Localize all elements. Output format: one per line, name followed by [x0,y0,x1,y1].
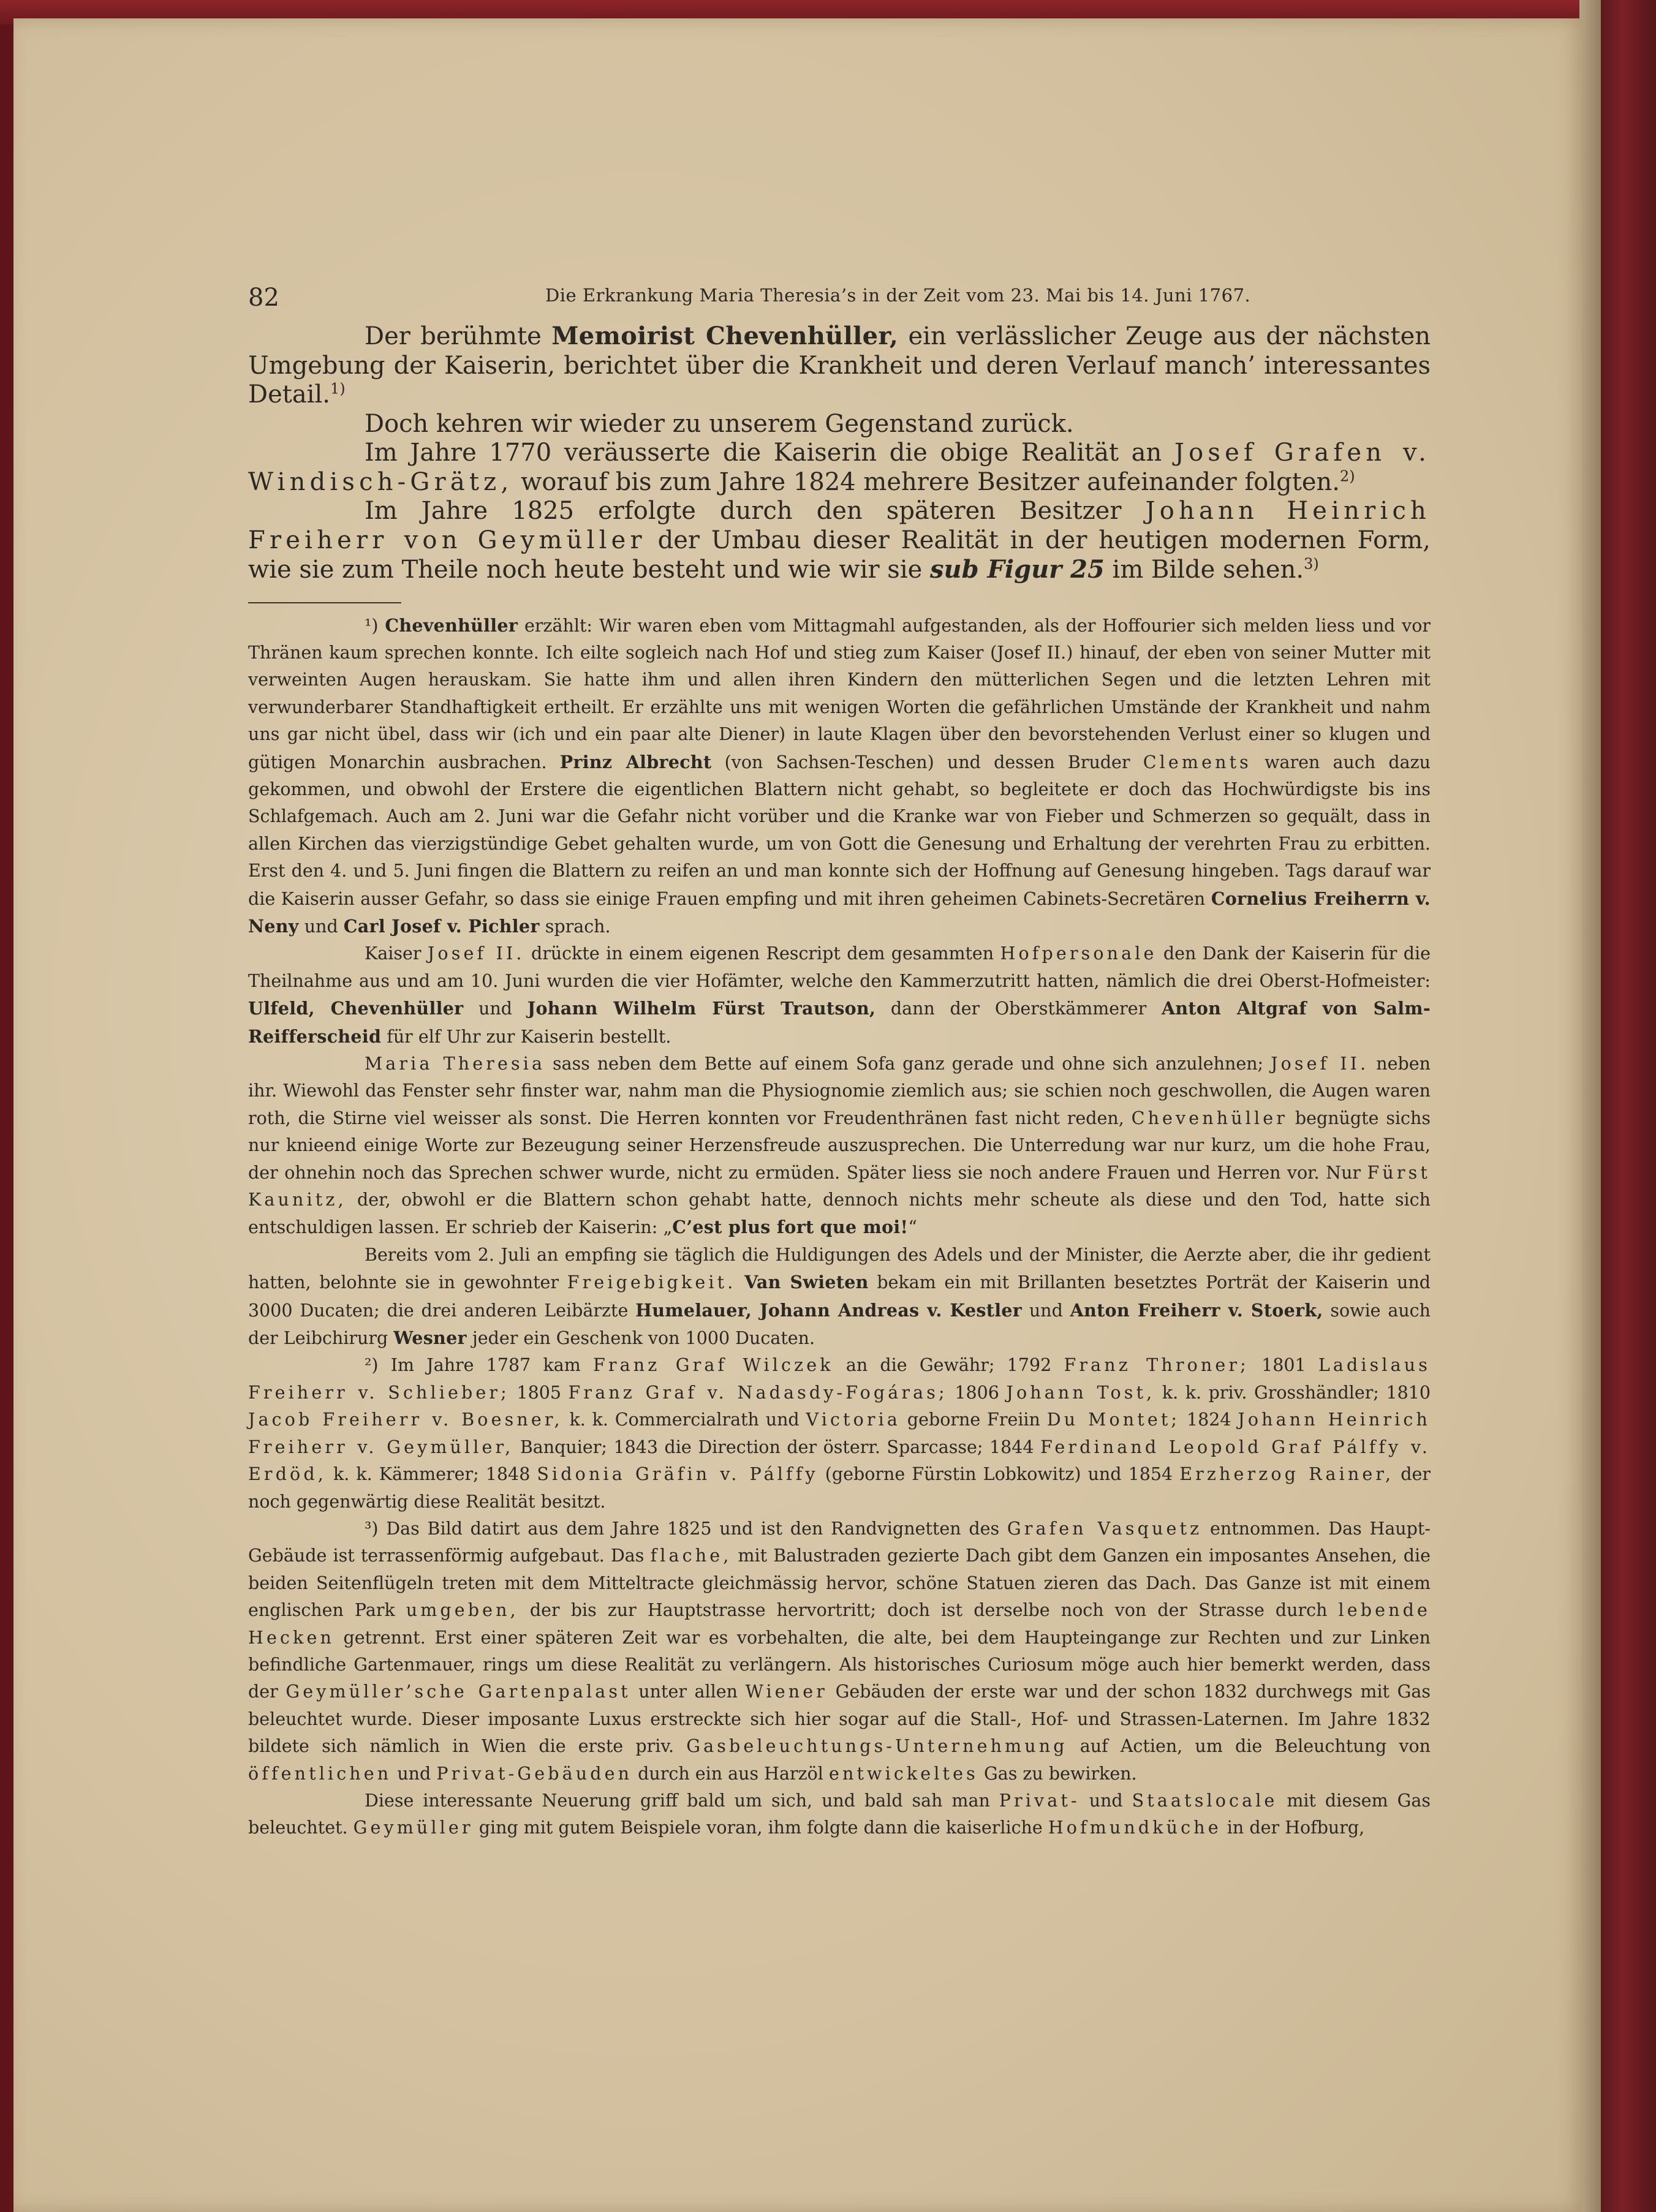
footnote-1: ¹) Chevenhüller erzählt: Wir waren eben vom Mittagmahl aufgestanden, als der Hoffourier sich melden liess und vor Thränen kaum sprechen konnte. Ich eilte sogleich nach Hof und stieg zum Kaiser (Josef II.) hinauf, der eben von seiner Mutter mit verweinten Augen herauskam. Sie hatte ihm und allen ihren Kindern den mütterlichen Segen und die letzten Lehren mit verwunderbarer Standhaftigkeit ertheilt. Er erzählte uns mit wenigen Worten die gefährlichen Umstände der Krankheit und nahm uns gar nicht übel, dass wir (ich und ein paar alte Diener) in laute Klagen über den bevorstehenden Verlust einer so klugen und gütigen Monarchin ausbrachen. Prinz Albrecht (von Sachsen-Teschen) und dessen Bruder Clements waren auch dazu gekommen, und obwohl der Erstere die eigentlichen Blattern nicht gehabt, so begleitete er doch das Hochwürdigste bis ins Schlafgemach. Auch am 2. Juni war die Gefahr nicht vorüber und die Kranke war von Fieber und Schmerzen so gequält, dass in allen Kirchen das vierzigstündige Gebet gehalten wurde, um von Gott die Genesung und Erhaltung der verehrten Frau zu erbitten. Erst den 4. und 5. Juni fingen die Blattern zu reifen an und man konnte sich der Hoffnung auf Genesung hingeben. Tags darauf war die Kaiserin ausser Gefahr, so dass sie einige Frauen empfing und mit ihren geheimen Cabinets-Secretären Cornelius Freiherrn v. Neny und Carl Josef v. Pichler sprach. [248,614,1431,937]
paragraph-3: Im Jahre 1770 veräusserte die Kaiserin die obige Realität an Josef Grafen v. Windisch-Grätz, worauf bis zum Jahre 1824 mehrere Besitzer aufeinander folgten.$^{2)}$ [248,439,1431,496]
paragraph-2: Doch kehren wir wieder zu unserem Gegenstand zurück. [365,409,1074,438]
page-header [248,279,1431,322]
paragraph-1: Der berühmte Memoirist Chevenhüller, ein verlässlicher Zeuge aus der nächsten Umgebung der Kaiserin, berichtet über die Krankheit und deren Verlauf manch’ interessantes Detail.$^{1)}$ [248,322,1431,409]
footnote-1-continued-b: Maria Theresia sass neben dem Bette auf einem Sofa ganz gerade und ohne sich anzulehnen; Josef II. neben ihr. Wiewohl das Fenster sehr finster war, nahm man die Physiognomie ziemlich aus; sie schien noch geschwollen, die Augen waren roth, die Stirne viel weisser als sonst. Die Herren konnten vor Freudenthränen fast nicht reden, Chevenhüller begnügte sichs nur knieend einige Worte zur Bezeugung seiner Herzensfreude auszusprechen. Die Unterredung war nur kurz, um die hohe Frau, der ohnehin noch das Sprechen schwer wurde, nicht zu ermüden. Später liess sie noch andere Frauen und Herren vor. Nur Fürst Kaunitz, der, obwohl er die Blattern schon gehabt hatte, dennoch nichts mehr scheute als diese und den Tod, hatte sich entschuldigen lassen. Er schrieb der Kaiserin: „C’est plus fort que moi!“ [248,1054,1431,1238]
footnote-ref: 1) [330,380,346,398]
footnote-ref: 3) [1304,555,1319,573]
footnote-divider [248,602,401,603]
footnotes [248,612,1431,1842]
footnote-3: ³) Das Bild datirt aus dem Jahre 1825 und ist den Randvignetten des Grafen Vasquetz entnommen. Das Haupt-Gebäude ist terrassenförmig aufgebaut. Das flache, mit Balustraden gezierte Dach gibt dem Ganzen ein imposantes Ansehen, die beiden Seitenflügeln treten mit dem Mitteltracte gleichmässig hervor, schöne Statuen zieren das Dach. Das Ganze ist mit einem englischen Park umgeben, der bis zur Hauptstrasse hervortritt; doch ist derselbe noch von der Strasse durch lebende Hecken getrennt. Erst einer späteren Zeit war es vorbehalten, die alte, bei dem Haupteingange zur Rechten und zur Linken befindliche Gartenmauer, rings um diese Realität zu verlängern. Als historisches Curiosum möge auch hier bemerkt werden, dass der Geymüller’sche Gartenpalast unter allen Wiener Gebäuden der erste war und der schon 1832 durchwegs mit Gas beleuchtet wurde. Dieser imposante Luxus erstreckte sich hier sogar auf die Stall-, Hof- und Strassen-Laternen. Im Jahre 1832 bildete sich nämlich in Wien die erste priv. Gasbeleuchtungs-Unternehmung auf Actien, um die Beleuchtung von öffentlichen und Privat-Gebäuden durch ein aus Harzöl entwickeltes Gas zu bewirken. [248,1518,1431,1784]
page-edge [1579,0,1604,2212]
paragraph-4: Im Jahre 1825 erfolgte durch den späteren Besitzer Johann Heinrich Freiherr von Geymüller der Umbau dieser Realität in der heutigen modernen Form, wie sie zum Theile noch heute besteht und wie wir sie sub Figur 25 im Bilde sehen.$^{3)}$ [248,497,1431,584]
footnote-1-continued-c: Bereits vom 2. Juli an empfing sie täglich die Huldigungen des Adels und der Minister, die Aerzte aber, die ihr gedient hatten, belohnte sie in gewohnter Freigebigkeit. Van Swieten bekam ein mit Brillanten besetztes Porträt der Kaiserin und 3000 Ducaten; die drei anderen Leibärzte Humelauer, Johann Andreas v. Kestler und Anton Freiherr v. Stoerk, sowie auch der Leibchirurg Wesner jeder ein Geschenk von 1000 Ducaten. [248,1244,1431,1349]
page-content [248,279,1431,1842]
running-head: Die Erkrankung Maria Theresia’s in der Zeit vom 23. Mai bis 14. Juni 1767. [545,285,1251,306]
footnote-ref: 2) [1340,467,1355,485]
main-text [248,322,1431,585]
book-binding [1601,0,1656,2212]
page-number: 82 [248,284,279,312]
footnote-2: ²) Im Jahre 1787 kam Franz Graf Wilczek an die Gewähr; 1792 Franz Throner; 1801 Ladislaus Freiherr v. Schlieber; 1805 Franz Graf v. Nadasdy-Fogáras; 1806 Johann Tost, k. k. priv. Grosshändler; 1810 Jacob Freiherr v. Boesner, k. k. Commercialrath und Victoria geborne Freiin Du Montet; 1824 Johann Heinrich Freiherr v. Geymüller, Banquier; 1843 die Direction der österr. Sparcasse; 1844 Ferdinand Leopold Graf Pálffy v. Erdöd, k. k. Kämmerer; 1848 Sidonia Gräfin v. Pálffy (geborne Fürstin Lobkowitz) und 1854 Erzherzog Rainer, der noch gegenwärtig diese Realität besitzt. [248,1355,1431,1512]
footnote-1-continued-a: Kaiser Josef II. drückte in einem eigenen Rescript dem gesammten Hofpersonale den Dank der Kaiserin für die Theilnahme aus und am 10. Juni wurden die vier Hofämter, welche den Kammerzutritt hatten, nämlich die drei Oberst-Hofmeister: Ulfeld, Chevenhüller und Johann Wilhelm Fürst Trautson, dann der Oberstkämmerer Anton Altgraf von Salm-Reifferscheid für elf Uhr zur Kaiserin bestellt. [248,943,1431,1047]
footnote-3-continued: Diese interessante Neuerung griff bald um sich, und bald sah man Privat- und Staatslocale mit diesem Gas beleuchtet. Geymüller ging mit gutem Beispiele voran, ihm folgte dann die kaiserliche Hofmundküche in der Hofburg, [248,1790,1431,1838]
